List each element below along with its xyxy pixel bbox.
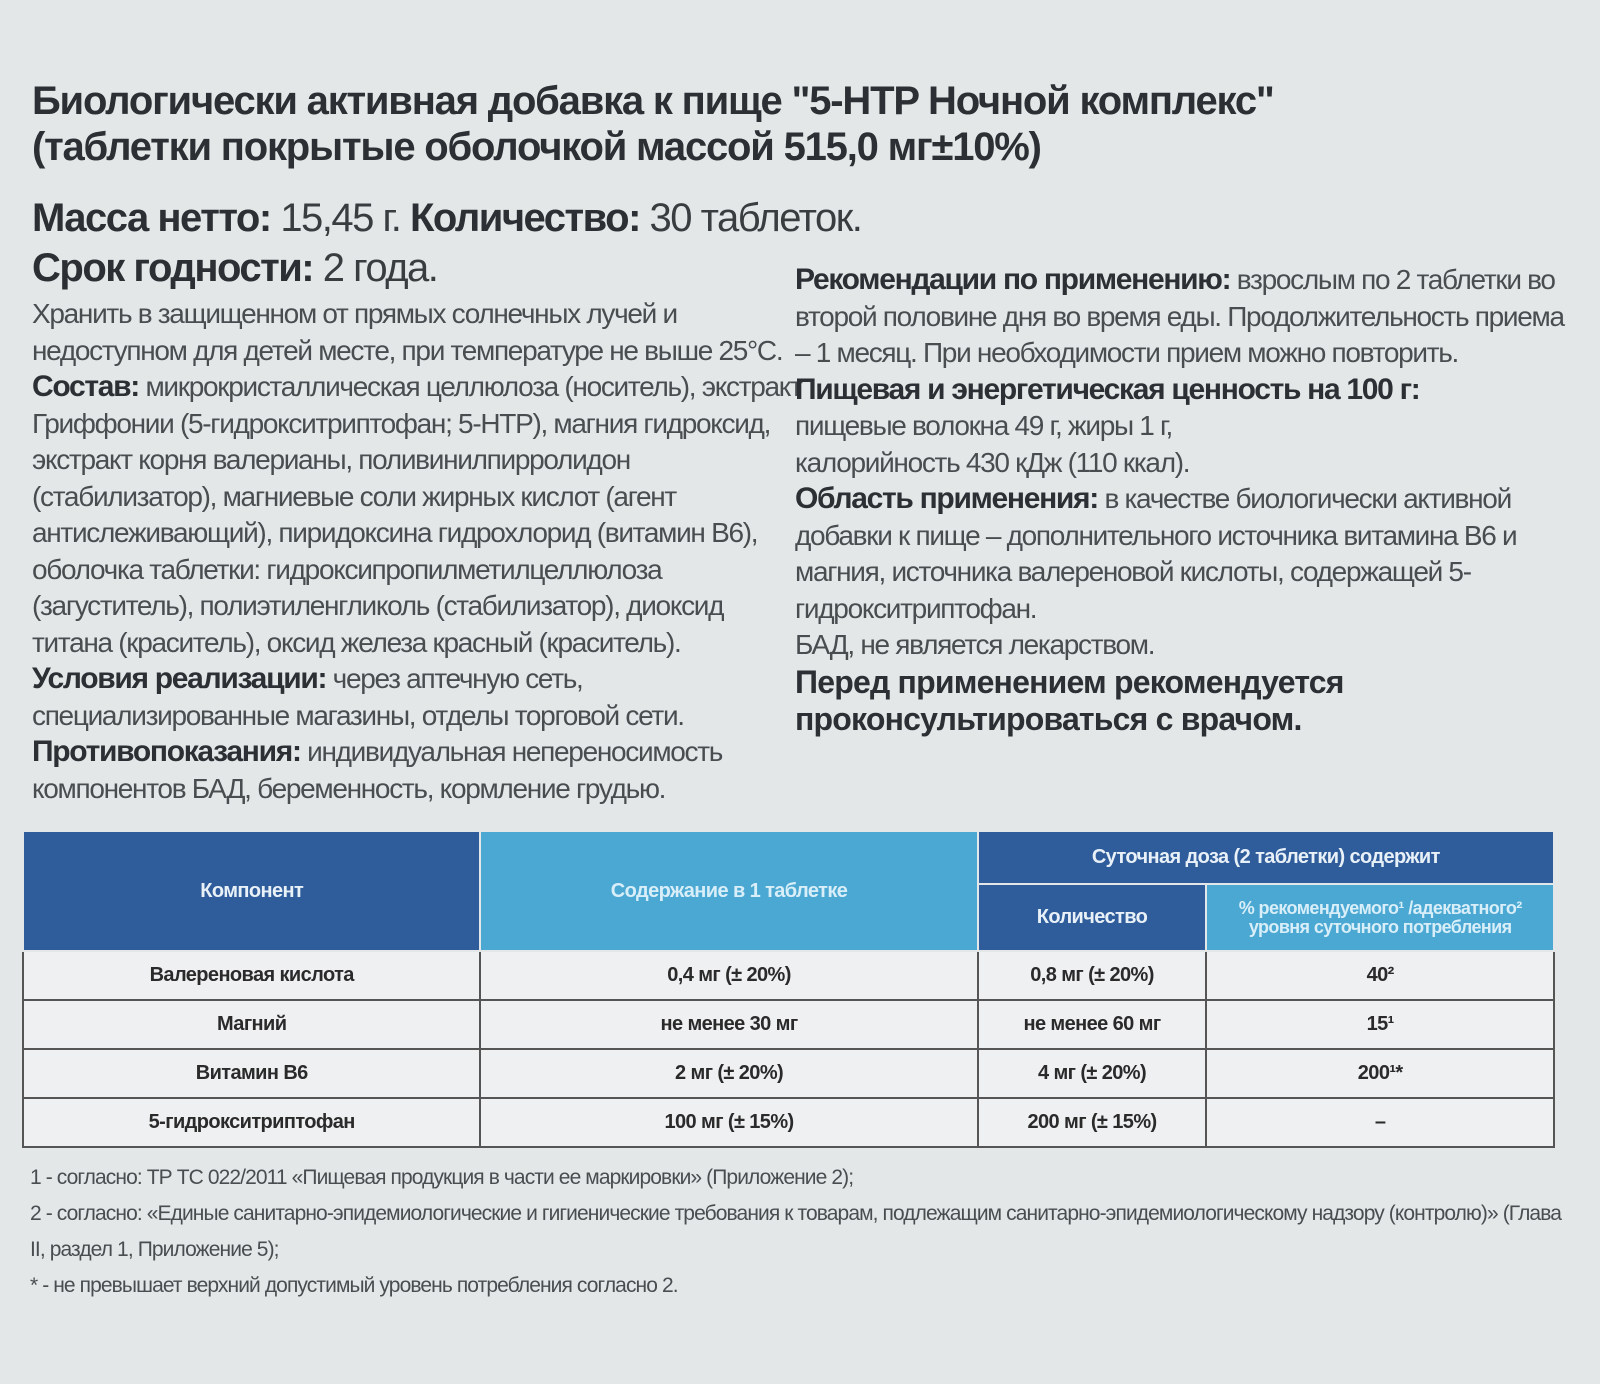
- table-row: [23, 1098, 1554, 1147]
- composition-label: Состав:: [32, 370, 139, 403]
- scope: [795, 481, 1575, 627]
- header-amount: Количество: [978, 884, 1207, 951]
- cell-per-tablet: не менее 30 мг: [480, 1000, 977, 1049]
- cell-amount: 0,8 мг (± 20%): [978, 951, 1207, 1000]
- cell-percent: 200¹*: [1206, 1049, 1554, 1098]
- shelf-life-label: Срок годности:: [32, 246, 314, 290]
- header-percent: % рекомендуемого¹ /адекватного² уровня суточного потребления: [1206, 884, 1554, 951]
- cell-per-tablet: 100 мг (± 15%): [480, 1098, 977, 1147]
- right-column: [795, 262, 1575, 738]
- usage: [795, 262, 1575, 372]
- cell-amount: не менее 60 мг: [978, 1000, 1207, 1049]
- cell-name: Валереновая кислота: [23, 951, 480, 1000]
- footnote-1: 1 - согласно: ТР ТС 022/2011 «Пищевая продукция в части ее маркировки» (Приложение 2);: [30, 1166, 854, 1189]
- sale-label: Условия реализации:: [32, 662, 327, 695]
- footnotes: [30, 1160, 1570, 1304]
- cell-name: 5-гидрокситриптофан: [23, 1098, 480, 1147]
- title-line-2: (таблетки покрытые оболочкой массой 515,0 мг±10%): [32, 125, 1041, 169]
- scope-text: в качестве биологически активной добавки к пище – дополнительного источника витамина В6 и магния, источника валереновой кислоты, содержащей 5-гидрокситриптофан.: [795, 483, 1517, 624]
- cell-percent: –: [1206, 1098, 1554, 1147]
- footnote-2: 2 - согласно: «Единые санитарно-эпидемиологические и гигиенические требования к товарам, подлежащим санитарно-эпидемиологическому надзору (контролю)» (Глава II, раздел 1, Приложение 5);: [30, 1202, 1562, 1261]
- nutrition-line-2: калорийность 430 кДж (110 ккал).: [795, 446, 1190, 478]
- not-drug-note: БАД, не является лекарством.: [795, 629, 1155, 660]
- quantity-value: 30 таблеток.: [649, 196, 862, 240]
- cell-per-tablet: 2 мг (± 20%): [480, 1049, 977, 1098]
- header-per-tablet: Содержание в 1 таблетке: [480, 831, 977, 951]
- cell-percent: 40²: [1206, 951, 1554, 1000]
- usage-text: взрослым по 2 таблетки во второй половине дня во время еды. Продолжительность приема – 1 месяц. При необходимости прием можно повторить.: [795, 264, 1564, 368]
- product-title: [32, 78, 1274, 170]
- mass-label: Масса нетто:: [32, 196, 271, 240]
- nutrient-table: [22, 830, 1555, 1148]
- composition-text: микрокристаллическая целлюлоза (носитель), экстракт Гриффонии (5-гидрокситриптофан; 5-HTP), магния гидроксид, экстракт корня валерианы, поливинилпирролидон (стабилизатор), магниевые соли жирных кислот (агент антислеживающий), пиридоксина гидрохлорид (витамин В6), оболочка таблетки: гидроксипропилметилцеллюлоза (загуститель), полиэтиленгликоль (стабилизатор), диоксид титана (краситель), оксид железа красный (краситель).: [32, 371, 802, 658]
- composition: [32, 369, 802, 661]
- quantity-label: Количество:: [409, 196, 640, 240]
- cell-name: Витамин В6: [23, 1049, 480, 1098]
- header-component: Компонент: [23, 831, 480, 951]
- consult-warning: Перед применением рекомендуется проконсультироваться с врачом.: [795, 663, 1344, 737]
- contraindications: [32, 734, 802, 807]
- contra-text: индивидуальная непереносимость компонентов БАД, беременность, кормление грудью.: [32, 736, 723, 804]
- nutrition: [795, 372, 1575, 482]
- mass-value: 15,45 г.: [280, 196, 401, 240]
- storage-text: Хранить в защищенном от прямых солнечных лучей и недоступном для детей месте, при температуре не выше 25°С.: [32, 298, 783, 366]
- sale-text: через аптечную сеть, специализированные магазины, отделы торговой сети.: [32, 663, 684, 731]
- table-row: [23, 1000, 1554, 1049]
- cell-name: Магний: [23, 1000, 480, 1049]
- usage-label: Рекомендации по применению:: [795, 263, 1231, 296]
- footnote-3: * - не превышает верхний допустимый уровень потребления согласно 2.: [30, 1274, 678, 1297]
- cell-per-tablet: 0,4 мг (± 20%): [480, 951, 977, 1000]
- cell-amount: 4 мг (± 20%): [978, 1049, 1207, 1098]
- title-line-1: Биологически активная добавка к пище "5-HTP Ночной комплекс": [32, 79, 1274, 123]
- table-row: [23, 951, 1554, 1000]
- sale-conditions: [32, 661, 802, 734]
- header-daily-dose: Суточная доза (2 таблетки) содержит: [978, 831, 1554, 884]
- scope-label: Область применения:: [795, 482, 1098, 515]
- contra-label: Противопоказания:: [32, 735, 301, 768]
- shelf-life-line: [32, 246, 437, 290]
- shelf-life-value: 2 года.: [322, 246, 438, 290]
- mass-line: [32, 196, 861, 240]
- table-row: [23, 1049, 1554, 1098]
- cell-percent: 15¹: [1206, 1000, 1554, 1049]
- nutrition-line-1: пищевые волокна 49 г, жиры 1 г,: [795, 410, 1173, 441]
- nutrition-label: Пищевая и энергетическая ценность на 100 г:: [795, 372, 1420, 406]
- cell-amount: 200 мг (± 15%): [978, 1098, 1207, 1147]
- left-column: [32, 296, 802, 807]
